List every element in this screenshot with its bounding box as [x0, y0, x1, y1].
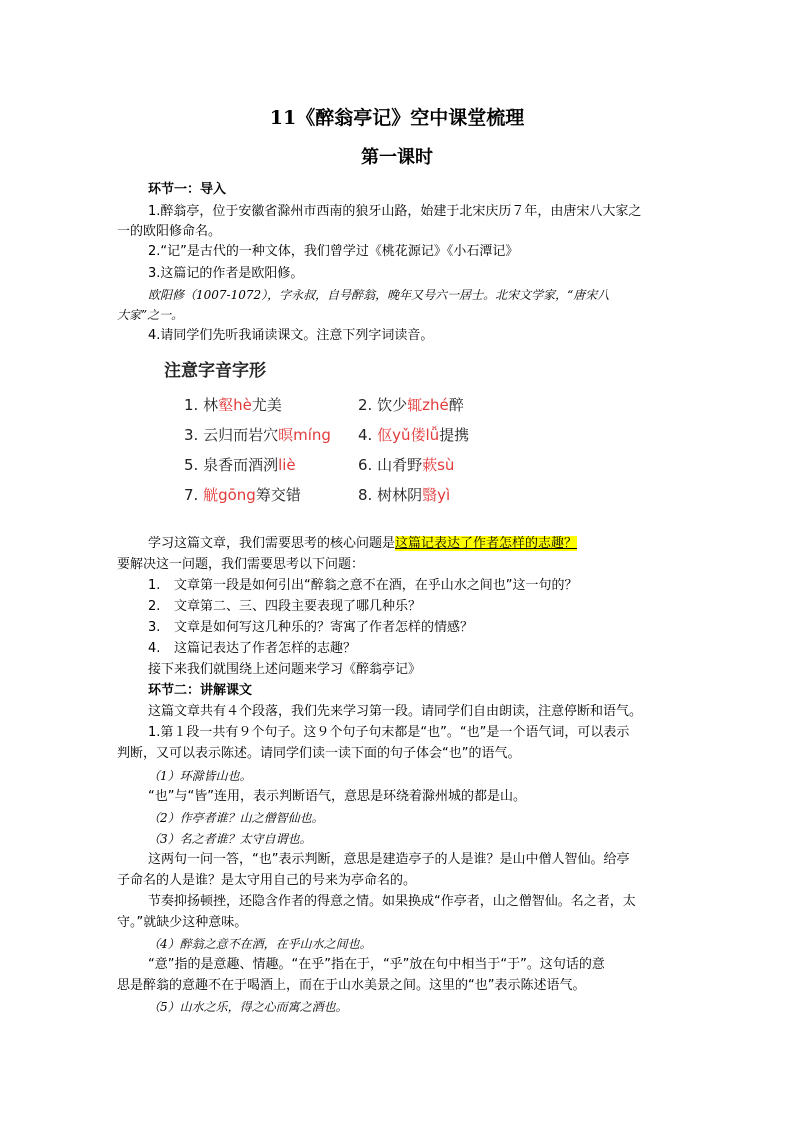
- paragraph: 这篇文章共有４个段落，我们先来学习第一段。请同学们自由朗读，注意停断和语气。: [148, 704, 643, 719]
- section1-heading: 环节一：导入: [148, 182, 227, 197]
- paragraph: 接下来我们就围绕上述问题来学习《醉翁亭记》: [148, 662, 422, 677]
- paragraph: 一的欧阳修命名。: [117, 224, 222, 239]
- vocab-box: [148, 350, 536, 520]
- paragraph: 2.“记”是古代的一种文体，我们曾学过《桃花源记》《小石潭记》: [148, 244, 519, 259]
- vocab-item: 3. 云归而岩穴暝míng: [184, 426, 331, 444]
- paragraph: 判断，又可以表示陈述。请同学们读一读下面的句子体会“也”的语气。: [117, 746, 521, 761]
- page-title: 11《醉翁亭记》空中课堂梳理: [269, 107, 525, 129]
- vocab-item: 1. 林壑hè尤美: [184, 396, 282, 414]
- explanation: “意”指的是意趣、情趣。“在乎”指在于，“乎”放在句中相当于“于”。这句话的意: [148, 957, 605, 972]
- core-question-highlight: 这篇记表达了作者怎样的志趣？: [395, 536, 578, 551]
- vocab-item: 6. 山肴野蔌sù: [358, 456, 455, 474]
- core-question: 学习这篇文章，我们需要思考的核心问题是这篇记表达了作者怎样的志趣？: [148, 536, 578, 551]
- question-item: 1. 文章第一段是如何引出“醉翁之意不在酒，在乎山水之间也”这一句的？: [148, 578, 578, 593]
- question-item: 3. 文章是如何写这几种乐的？寄寓了作者怎样的情感？: [148, 620, 474, 635]
- vocab-item: 7. 觥gōng筹交错: [184, 486, 301, 504]
- vocab-item: 5. 泉香而酒洌liè: [184, 456, 296, 474]
- vocab-item: 2. 饮少辄zhé醉: [358, 396, 464, 414]
- paragraph: 4.请同学们先听我诵读课文。注意下列字词读音。: [148, 328, 434, 343]
- author-bio: 欧阳修（1007-1072），字永叔，自号醉翁，晚年又号六一居士。北宋文学家，“唐宋八: [148, 288, 610, 302]
- quote-sentence: （1）环滁皆山也。: [148, 769, 252, 783]
- quote-sentence: （5）山水之乐，得之心而寓之酒也。: [148, 1000, 348, 1014]
- vocab-item: 4. 伛yǔ偻lǚ提携: [358, 426, 470, 444]
- page-subtitle: 第一课时: [361, 147, 433, 168]
- paragraph: 1.醉翁亭，位于安徽省滁州市西南的狼牙山路，始建于北宋庆历７年，由唐宋八大家之: [148, 204, 642, 219]
- section2-heading: 环节二：讲解课文: [148, 683, 253, 698]
- explanation: 子命名的人是谁？是太守用自己的号来为亭命名的。: [117, 873, 417, 888]
- explanation: 节奏抑扬顿挫，还隐含作者的得意之情。如果换成“作亭者，山之僧智仙。名之者，太: [148, 894, 636, 909]
- quote-sentence: （3）名之者谁？太守自谓也。: [148, 832, 312, 846]
- explanation: 思是醉翁的意趣不在于喝酒上，而在于山水美景之间。这里的“也”表示陈述语气。: [117, 978, 586, 993]
- quote-sentence: （4）醉翁之意不在酒，在乎山水之间也。: [148, 937, 372, 951]
- quote-sentence: （2）作亭者谁？山之僧智仙也。: [148, 811, 324, 825]
- explanation: 守。”就缺少这种意味。: [117, 915, 248, 930]
- paragraph: 要解决这一问题，我们需要思考以下问题：: [117, 557, 365, 572]
- question-item: 2. 文章第二、三、四段主要表现了哪几种乐？: [148, 599, 422, 614]
- question-item: 4. 这篇记表达了作者怎样的志趣？: [148, 641, 357, 656]
- paragraph: 1.第１段一共有９个句子。这９个句子句末都是“也”。“也”是一个语气词，可以表示: [148, 725, 630, 740]
- explanation: 这两句一问一答，“也”表示判断，意思是建造亭子的人是谁？是山中僧人智仙。给亭: [148, 852, 630, 867]
- vocab-item: 8. 树林阴翳yì: [358, 486, 451, 504]
- paragraph: 3.这篇记的作者是欧阳修。: [148, 266, 304, 281]
- explanation: “也”与“皆”连用，表示判断语气，意思是环绕着滁州城的都是山。: [148, 789, 526, 804]
- author-bio: 大家”之一。: [117, 308, 184, 322]
- vocab-title: 注意字音字形: [164, 361, 266, 381]
